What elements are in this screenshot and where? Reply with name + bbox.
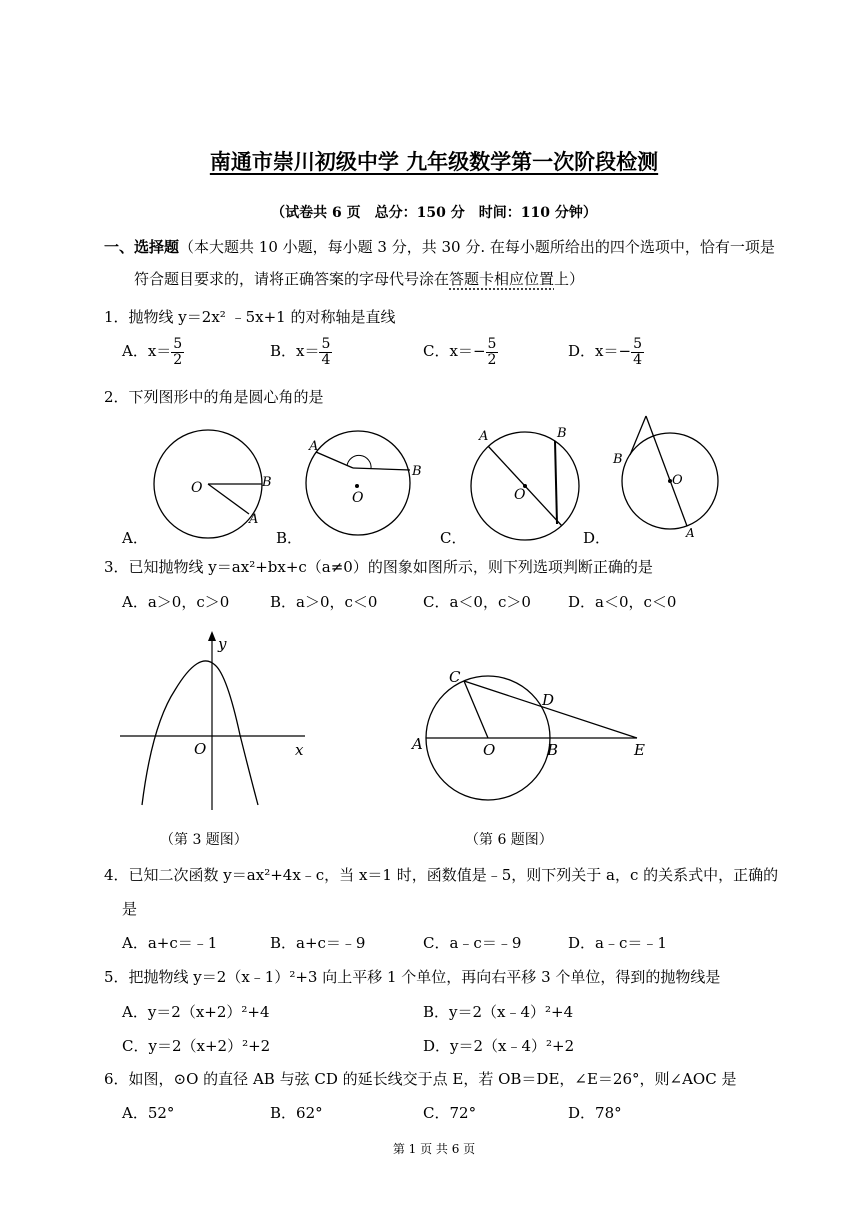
q3-option-b: B．a＞0，c＜0: [270, 593, 378, 611]
q1-c-sign: −: [472, 342, 486, 361]
label-b: B: [412, 464, 422, 479]
q5-option-a: A．y＝2（x+2）²+4: [122, 1003, 270, 1021]
q1-option-a: [122, 337, 184, 367]
q2-option-c: C．: [440, 529, 467, 547]
circle-b: [306, 431, 410, 535]
q1-b-fraction: [319, 337, 332, 367]
q6-figure: [405, 660, 665, 810]
q2-option-b: B．: [276, 529, 303, 547]
q1-d-fraction: [631, 337, 644, 367]
q2-figure-d: [612, 416, 718, 540]
label-o: O: [483, 741, 496, 759]
q5-stem: 5．把抛物线 y＝2（x﹣1）²+3 向上平移 1 个单位，再向右平移 3 个单位，得到的抛物线是: [104, 968, 721, 986]
q4-option-b: B．a+c＝﹣9: [270, 934, 366, 952]
q1-c-num: 5: [487, 336, 497, 352]
section-desc-2: 符合题目要求的，请将正确答案的字母代号涂在: [134, 270, 450, 288]
section-desc-emphasis: 答题卡相应位置: [449, 270, 555, 288]
q6-option-d: D．78°: [568, 1104, 622, 1122]
q1-b-label: B．x＝: [270, 342, 320, 361]
q3-graph: [115, 625, 315, 815]
q1-d-sign: −: [618, 342, 632, 361]
chord-b: [353, 468, 410, 470]
q6-option-b: B．62°: [270, 1104, 323, 1122]
q2-figure-b: [306, 431, 422, 535]
q5-option-d: D．y＝2（x﹣4）²+2: [423, 1037, 575, 1055]
q6-stem: 6．如图，⊙O 的直径 AB 与弦 CD 的延长线交于点 E，若 OB＝DE，∠E＝26°，则∠AOC 是: [104, 1070, 737, 1088]
q3-stem: 3．已知抛物线 y＝ax²+bx+c（a≠0）的图象如图所示，则下列选项判断正确的是: [104, 558, 653, 576]
label-a: A: [249, 512, 259, 527]
q6-figure-caption: （第 6 题图）: [465, 832, 553, 848]
q1-d-den: 4: [633, 351, 642, 368]
label-e: E: [634, 741, 645, 759]
section-desc-end: 上）: [554, 270, 585, 288]
parabola-curve: [142, 661, 258, 805]
q3-option-c: C．a＜0，c＞0: [423, 593, 531, 611]
q1-option-b: [270, 337, 332, 367]
label-o: O: [514, 487, 526, 503]
q5-option-b: B．y＝2（x﹣4）²+4: [423, 1003, 574, 1021]
exam-info: （试卷共 6 页 总分：150 分 时间：110 分钟）: [271, 205, 597, 221]
q6-option-c: C．72°: [423, 1104, 477, 1122]
q1-stem: 1．抛物线 y＝2x² ﹣5x+1 的对称轴是直线: [104, 308, 396, 326]
q2-figure-c: [471, 426, 579, 540]
y-axis-label: y: [218, 635, 227, 653]
label-a: A: [309, 439, 319, 454]
q4-option-a: A．a+c＝﹣1: [122, 934, 218, 952]
chord-b: [555, 441, 557, 524]
y-axis-arrow: [208, 631, 216, 641]
q1-option-c: [423, 337, 498, 367]
label-o: O: [352, 490, 364, 506]
q1-d-num: 5: [633, 336, 642, 352]
q3-option-a: A．a＞0，c＞0: [122, 593, 230, 611]
q1-a-num: 5: [173, 336, 183, 352]
section-heading: [104, 236, 775, 257]
q6-option-a: A．52°: [122, 1104, 175, 1122]
q1-c-fraction: [486, 337, 499, 367]
label-d: D: [542, 691, 555, 709]
label-b: B: [547, 741, 559, 759]
q1-c-label: C．x＝: [423, 342, 473, 361]
q1-a-fraction: [171, 337, 184, 367]
radius-oc: [464, 681, 488, 738]
q4-stem-line2: 是: [122, 900, 138, 918]
radius-oa: [208, 484, 249, 514]
q1-a-label: A．x＝: [122, 342, 172, 361]
label-a: A: [686, 526, 695, 540]
q2-stem: 2．下列图形中的角是圆心角的是: [104, 388, 324, 406]
label-a: A: [412, 735, 423, 753]
q1-d-label: D．x＝: [568, 342, 619, 361]
center-dot: [355, 484, 359, 488]
label-b: B: [613, 452, 623, 467]
q5-option-c: C．y＝2（x+2）²+2: [122, 1037, 271, 1055]
label-b: B: [557, 426, 567, 441]
label-o: O: [672, 473, 683, 488]
q2-figure-a: [154, 430, 272, 538]
tangent-line: [630, 416, 646, 455]
section-desc-1: （本大题共 10 小题，每小题 3 分，共 30 分. 在每小题所给出的四个选项中，恰有一项是: [179, 238, 775, 256]
label-a: A: [479, 429, 489, 444]
label-c: C: [449, 668, 461, 686]
section-desc-line2: [134, 268, 584, 289]
page-footer: 第 1 页 共 6 页: [392, 1142, 476, 1156]
q1-b-den: 4: [321, 351, 331, 368]
q4-stem-line1: 4．已知二次函数 y＝ax²+4x﹣c，当 x＝1 时，函数值是﹣5，则下列关于 a，c 的关系式中，正确的: [104, 866, 779, 884]
q4-option-d: D．a﹣c＝﹣1: [568, 934, 667, 952]
q3-figure-caption: （第 3 题图）: [160, 832, 248, 848]
q4-option-c: C．a﹣c＝﹣9: [423, 934, 522, 952]
q1-option-d: [568, 337, 644, 367]
q2-option-a: A．: [122, 529, 148, 547]
q1-a-den: 2: [173, 351, 183, 368]
q1-b-num: 5: [321, 336, 331, 352]
x-axis-label: x: [295, 741, 304, 759]
section-title: 一、选择题: [104, 238, 180, 256]
page-title: 南通市崇川初级中学 九年级数学第一次阶段检测: [209, 149, 659, 174]
q2-figures: [115, 410, 765, 545]
q1-c-den: 2: [487, 351, 497, 368]
label-b: B: [262, 475, 272, 490]
q2-option-d: D．: [583, 529, 611, 547]
origin-label: O: [194, 740, 207, 758]
label-o: O: [191, 480, 203, 496]
line-ce: [464, 681, 637, 738]
q3-option-d: D．a＜0，c＜0: [568, 593, 677, 611]
